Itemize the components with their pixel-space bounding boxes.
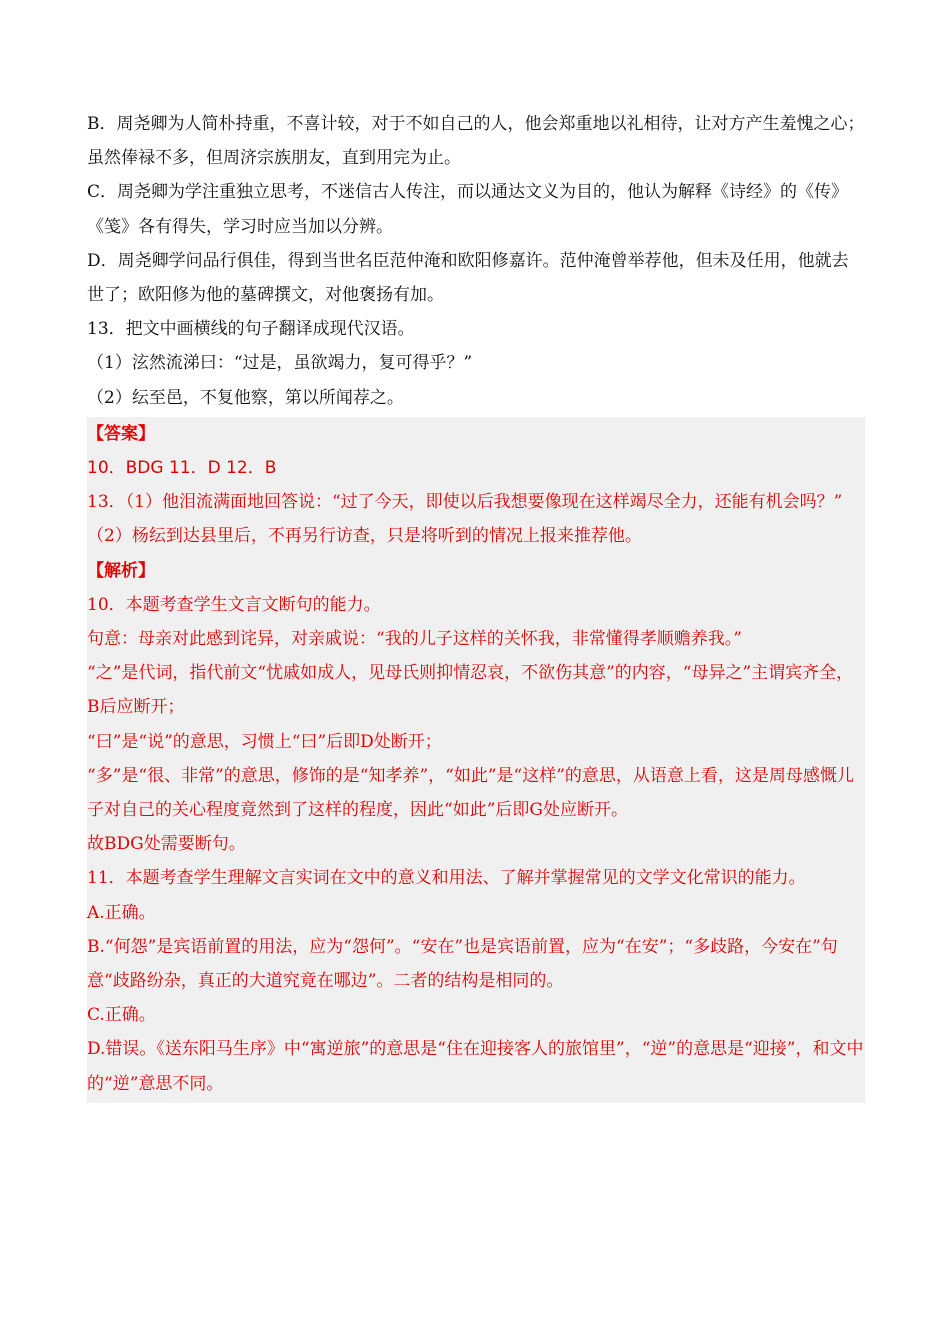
analysis-10-title: 10．本题考查学生文言文断句的能力。 — [87, 594, 381, 615]
question-13-item-1: （1）泫然流涕曰：“过是，虽欲竭力，复可得乎？” — [87, 353, 473, 374]
question-13-item-2: （2）纭至邑，不复他察，第以所闻荐之。 — [87, 387, 404, 408]
answer-13-2: （2）杨纭到达县里后，不再另行访查，只是将听到的情况上报来推荐他。 — [87, 526, 642, 547]
answer-13-1: 13．（1）他泪流满面地回答说：“过了今天，即使以后我想要像现在这样竭尽全力，还能有机会吗？” — [87, 492, 843, 513]
option-d: D．周尧卿学问品行俱佳，得到当世名臣范仲淹和欧阳修嘉许。范仲淹曾举荐他，但未及任用，他就去世了；欧阳修为他的墓碑撰文，对他褒扬有加。 — [87, 250, 849, 306]
answer-box — [87, 417, 865, 1103]
analysis-11-option-d: D.错误。《送东阳马生序》中“寓逆旅”的意思是“住在迎接客人的旅馆里”，“逆”的意思是“迎接”，和文中的“逆”意思不同。 — [87, 1039, 864, 1094]
analysis-10-paragraph-5: 故BDG处需要断句。 — [87, 834, 246, 855]
analysis-10-paragraph-2: “之”是代词，指代前文“忧戚如成人，见母氏则抑情忍哀，不欲伤其意”的内容，“母异之”主谓宾齐全，B后应断开； — [87, 663, 854, 718]
analysis-10-paragraph-1: 句意：母亲对此感到诧异，对亲戚说：“我的儿子这样的关怀我，非常懂得孝顺赡养我。” — [87, 629, 742, 650]
analysis-tag: 【解析】 — [87, 560, 155, 581]
analysis-11-option-a: A.正确。 — [87, 902, 156, 923]
option-b: B．周尧卿为人简朴持重，不喜计较，对于不如自己的人，他会郑重地以礼相待，让对方产生羞愧之心；虽然俸禄不多，但周济宗族朋友，直到用完为止。 — [87, 114, 865, 169]
analysis-10-paragraph-3: “曰”是“说”的意思，习惯上“曰”后即D处断开； — [87, 731, 442, 752]
answer-multiple-choice: 10．BDG 11．D 12．B — [87, 458, 277, 479]
document-page — [87, 107, 865, 1103]
analysis-11-option-c: C.正确。 — [87, 1005, 156, 1026]
analysis-11-option-b: B.“何怨”是宾语前置的用法，应为“怨何”。“安在”也是宾语前置，应为“在安”；“多歧路，今安在”句意“歧路纷杂，真正的大道究竟在哪边”。二者的结构是相同的。 — [87, 936, 838, 992]
option-c: C．周尧卿为学注重独立思考，不迷信古人传注，而以通达文义为目的，他认为解释《诗经》的《传》《笺》各有得失，学习时应当加以分辨。 — [87, 182, 849, 237]
answer-tag: 【答案】 — [87, 423, 155, 444]
question-13-prompt: 13．把文中画横线的句子翻译成现代汉语。 — [87, 319, 415, 340]
analysis-10-paragraph-4: “多”是“很、非常”的意思，修饰的是“知孝养”，“如此”是“这样”的意思，从语意上看，这是周母感慨儿子对自己的关心程度竟然到了这样的程度，因此“如此”后即G处应断开。 — [87, 765, 854, 821]
analysis-11-title: 11．本题考查学生理解文言实词在文中的意义和用法、了解并掌握常见的文学文化常识的能力。 — [87, 868, 806, 889]
